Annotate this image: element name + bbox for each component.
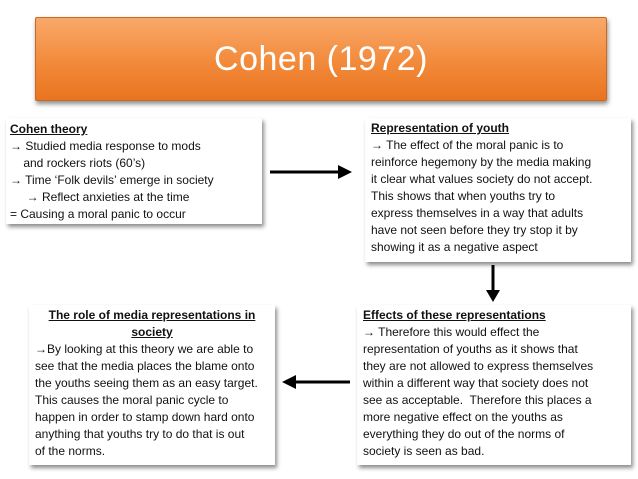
title-banner [35, 17, 607, 101]
effects-line: within a different way that society does not [363, 376, 589, 390]
media-role-box [29, 305, 275, 465]
media-role-line: of the norms. [35, 444, 106, 458]
effects-line: → Therefore this would effect the [363, 325, 540, 339]
representation-line: have not seen before they try stop it by [371, 223, 578, 237]
media-role-line: see that the media places the blame onto [35, 359, 255, 373]
cohen-theory-line: → Reflect anxieties at the time [10, 190, 190, 204]
media-role-line: →By looking at this theory we are able to [35, 342, 254, 356]
arrow-left-icon [280, 372, 352, 392]
effects-line: more negative effect on the youths as [363, 410, 563, 424]
representation-line: showing it as a negative aspect [371, 240, 538, 254]
arrow-right-icon [268, 162, 354, 182]
media-role-line: happen in order to stamp down hard onto [35, 410, 255, 424]
representation-line: reinforce hegemony by the media making [371, 155, 592, 169]
cohen-theory-box [6, 118, 262, 224]
media-role-line: anything that youths try to do that is out [35, 427, 245, 441]
effects-line: representation of youths as it shows that [363, 342, 578, 356]
arrow-down-icon [482, 264, 504, 304]
representation-line: express themselves in a way that adults [371, 206, 584, 220]
representation-line: it clear what values society do not accept. [371, 172, 593, 186]
cohen-theory-line: and rockers riots (60’s) [10, 156, 146, 170]
cohen-theory-line: = Causing a moral panic to occur [10, 207, 186, 221]
cohen-theory-line: → Studied media response to mods [10, 139, 201, 153]
effects-line: society is seen as bad. [363, 444, 485, 458]
media-role-heading: society [131, 325, 173, 339]
effects-box [357, 305, 631, 465]
effects-line: everything they do out of the norms of [363, 427, 565, 441]
cohen-theory-heading: Cohen theory [10, 122, 88, 136]
effects-line: they are not allowed to express themselves [363, 359, 594, 373]
representation-line: → The effect of the moral panic is to [371, 138, 564, 152]
effects-line: see as acceptable. Therefore this places a [363, 393, 592, 407]
representation-of-youth-box [365, 118, 631, 262]
representation-line: This shows that when youths try to [371, 189, 556, 203]
media-role-line: This causes the moral panic cycle to [35, 393, 229, 407]
cohen-theory-line: → Time ‘Folk devils’ emerge in society [10, 173, 214, 187]
media-role-line: the youths seeing them as an easy target. [35, 376, 258, 390]
representation-heading: Representation of youth [371, 121, 510, 135]
media-role-heading: The role of media representations in [48, 308, 256, 322]
page-title: Cohen (1972) [214, 39, 428, 78]
effects-heading: Effects of these representations [363, 308, 546, 322]
